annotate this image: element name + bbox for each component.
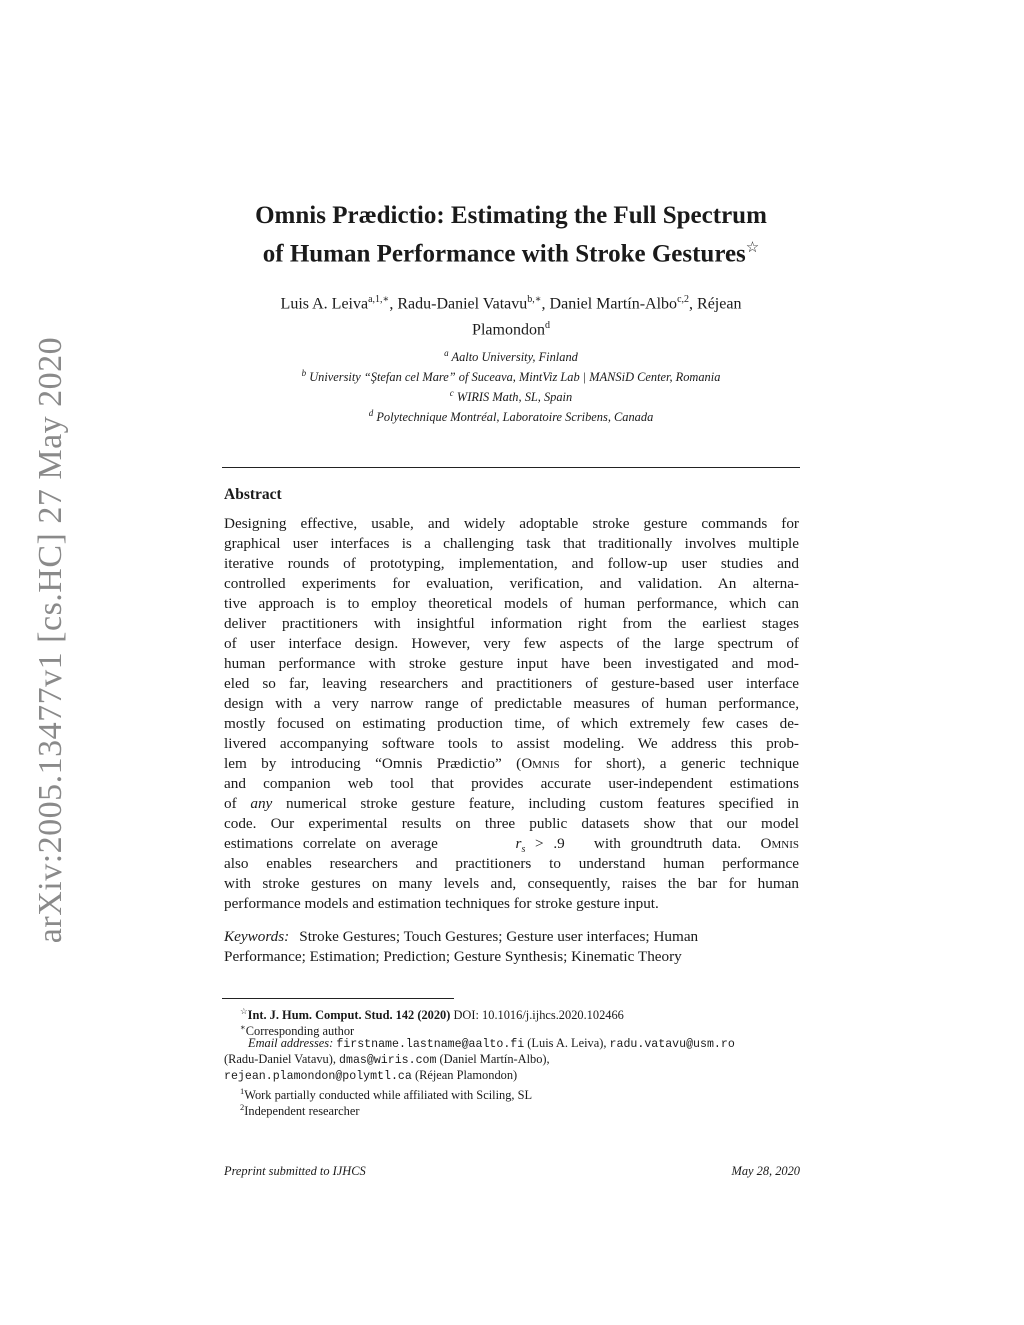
email-link[interactable]: radu.vatavu@usm.ro (609, 1038, 735, 1051)
footnote-emails-2 (224, 1052, 550, 1068)
doi-text: DOI: 10.1016/j.ijhcs.2020.102466 (450, 1008, 624, 1023)
abstract-line: livered accompanying software tools to assist modeling. We address this prob- (224, 735, 799, 752)
footnote-mark: 2 (240, 1102, 245, 1112)
email-owner: (Daniel Martín-Albo), (436, 1052, 550, 1066)
author-name: Radu-Daniel Vatavu (397, 295, 528, 313)
footnote-text: Independent researcher (244, 1104, 360, 1119)
footnote-emails-1 (248, 1036, 735, 1052)
author-name: Daniel Martín-Albo (549, 295, 678, 313)
footnote-mark: 1 (240, 1086, 245, 1096)
author-line-2 (222, 315, 800, 341)
abstract-line: also enables researchers and practitioners to understand human performance (224, 855, 799, 872)
affiliation-mark: b (301, 368, 307, 379)
abstract-line: Designing effective, usable, and widely adoptable stroke gesture commands for (224, 515, 799, 532)
abstract-line: eled so far, leaving researchers and practitioners of gesture-based user interface (224, 675, 799, 692)
footnote-2 (240, 1100, 359, 1119)
email-link[interactable]: dmas@wiris.com (339, 1054, 437, 1067)
affiliation-mark: a (444, 348, 449, 358)
affiliation-item (222, 385, 800, 405)
affiliation-item (222, 365, 800, 385)
footer-date: May 28, 2020 (731, 1164, 800, 1178)
title-footnote-mark: ☆ (745, 240, 760, 256)
author-name: Luis A. Leiva (280, 295, 369, 313)
abstract-line: of user interface design. However, very few aspects of the large spectrum of (224, 635, 799, 652)
emphasis-any: any (250, 795, 273, 812)
abstract-line: iterative rounds of prototyping, implementation, and follow-up user studies and (224, 555, 799, 572)
paper-title (222, 200, 800, 270)
journal-ref: Int. J. Hum. Comput. Stud. 142 (2020) (247, 1008, 451, 1023)
affiliation-mark: c (449, 388, 454, 399)
title-line-1: Omnis Prædictio: Estimating the Full Spectrum (255, 202, 767, 229)
abstract-line: human performance with stroke gesture input have been investigated and mod- (224, 655, 799, 672)
affiliation-mark: d (368, 408, 374, 419)
author-name: Plamondon (472, 321, 545, 339)
abstract-text: for short), a generic technique (559, 755, 800, 772)
footer-preprint-note: Preprint submitted to IJHCS (224, 1164, 366, 1178)
footnote-mark: ☆ (240, 1006, 248, 1016)
abstract-line: deliver practitioners with insightful information right from the earliest stages (224, 615, 799, 632)
keywords-label: Keywords: (224, 928, 290, 945)
abstract-text: numerical stroke gesture feature, including custom features specified in (272, 795, 800, 812)
author-affil-mark: c,2 (677, 294, 690, 305)
footnote-text: Work partially conducted while affiliated with Sciling, SL (244, 1088, 533, 1103)
footnote-text: Corresponding author (245, 1024, 355, 1039)
author-affil-mark: d (544, 320, 550, 332)
abstract-line: mostly focused on estimating production time, of which extremely few cases de- (224, 715, 799, 732)
omnis-name: Omnis (521, 755, 560, 772)
abstract-text: of (224, 795, 251, 812)
author-list (222, 289, 800, 342)
email-owner: (Réjean Plamondon) (411, 1068, 518, 1082)
omnis-name: Omnis (760, 835, 800, 852)
footnote-mark: ∗ (240, 1022, 246, 1032)
affiliation-list (222, 345, 800, 426)
abstract-line: graphical user interfaces is a challenging task that traditionally involves multiple (224, 535, 799, 552)
abstract-line: tive approach is to employ theoretical models of human performance, which can (224, 595, 799, 612)
abstract-text: lem by introducing “Omnis Prædictio” ( (224, 755, 522, 772)
footnote-rule (222, 998, 454, 999)
footnote-emails-3 (224, 1068, 517, 1084)
email-owner: (Radu-Daniel Vatavu), (224, 1052, 340, 1066)
abstract-text: with groundtruth data. (593, 835, 742, 852)
abstract-top-rule (222, 467, 800, 468)
affiliation-item (222, 405, 800, 425)
affiliation-item (222, 345, 800, 365)
affiliation-text: University “Ştefan cel Mare” of Suceava, MintViz Lab | MANSiD Center, Romania (309, 370, 721, 385)
affiliation-text: Aalto University, Finland (451, 350, 578, 365)
email-owner: (Luis A. Leiva), (524, 1036, 610, 1050)
abstract-line: code. Our experimental results on three public datasets show that our model (224, 815, 799, 832)
abstract-line: with stroke gestures on many levels and, consequently, raises the bar for human (224, 875, 799, 892)
title-line-2-text: of Human Performance with Stroke Gestures (262, 240, 746, 268)
affiliation-text: WIRIS Math, SL, Spain (456, 390, 573, 405)
math-relation: > .9 (525, 835, 565, 852)
affiliation-text: Polytechnique Montréal, Laboratoire Scribens, Canada (376, 410, 654, 425)
author-affil-mark: b,∗ (527, 294, 542, 305)
title-line-2 (222, 232, 800, 270)
abstract-heading: Abstract (224, 486, 282, 503)
abstract-line: and companion web tool that provides accurate user-independent estimations (224, 775, 799, 792)
abstract-line (224, 754, 799, 774)
author-affil-mark: a,1,∗ (368, 294, 390, 305)
abstract-text: estimations correlate on average (224, 835, 438, 852)
keywords-line-2: Performance; Estimation; Prediction; Gesture Synthesis; Kinematic Theory (224, 948, 682, 965)
email-link[interactable]: rejean.plamondon@polymtl.ca (224, 1070, 412, 1083)
arxiv-identifier-stamp: arXiv:2005.13477v1 [cs.HC] 27 May 2020 (32, 336, 69, 944)
math-r: r (515, 835, 522, 852)
abstract-line (224, 794, 799, 814)
keywords-text: Stroke Gestures; Touch Gestures; Gesture user interfaces; Human (299, 928, 699, 945)
author-line-1: Luis A. Leiva$^{a,1,∗}$, Radu-Daniel Vatavu$^{b,∗}$, Daniel Martín-Albo$^{c,2}$, Réjean (280, 294, 742, 313)
email-label: Email addresses: (248, 1036, 334, 1050)
abstract-line: controlled experiments for evaluation, verification, and validation. An alterna- (224, 575, 799, 592)
keywords-line-1 (224, 927, 799, 947)
math-subscript-s: s (521, 844, 526, 856)
author-name: Réjean (697, 295, 742, 313)
abstract-line: performance models and estimation techniques for stroke gesture input. (224, 895, 659, 912)
abstract-line: design with a very narrow range of predictable measures of human performance, (224, 695, 799, 712)
email-link[interactable]: firstname.lastname@aalto.fi (336, 1038, 525, 1051)
